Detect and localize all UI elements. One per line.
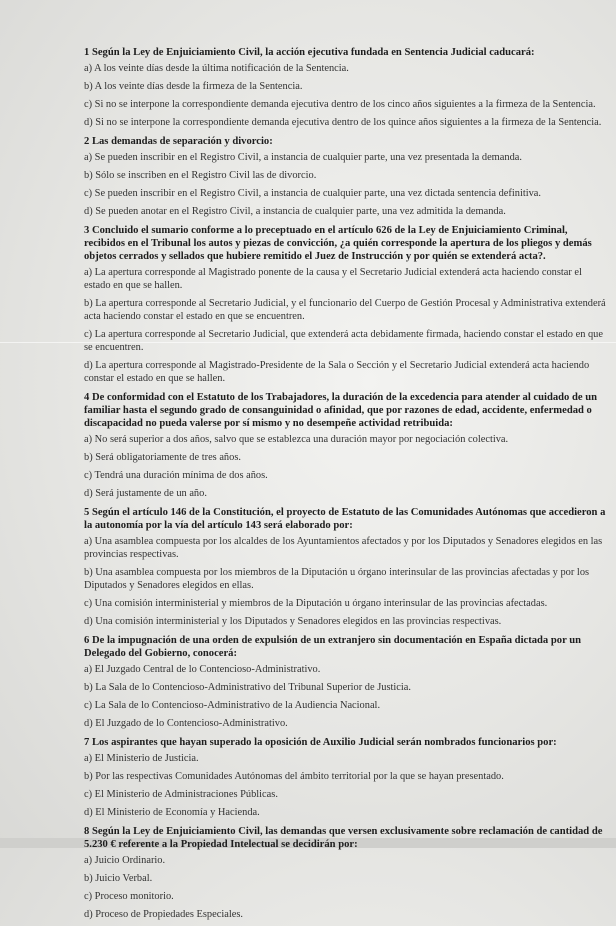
question-text: 7 Los aspirantes que hayan superado la oposición de Auxilio Judicial serán nombrados funcionarios por: — [84, 737, 557, 748]
answer-option: a) Una asamblea compuesta por los alcaldes de los Ayuntamientos afectados y por los Diputados y Senadores elegidos en las provincias respectivas. — [84, 536, 603, 560]
answer-option: b) Sólo se inscriben en el Registro Civil las de divorcio. — [84, 170, 317, 181]
answer-option: d) Proceso de Propiedades Especiales. — [84, 909, 243, 920]
question-4 — [84, 391, 609, 500]
answer-option: d) Será justamente de un año. — [84, 488, 207, 499]
question-text: 5 Según el artículo 146 de la Constitución, el proyecto de Estatuto de las Comunidades Autónomas que accedieron a la autonomía por la vía del artículo 143 será elaborado por: — [84, 507, 606, 531]
answer-option: c) Una comisión interministerial y miembros de la Diputación u órgano interinsular de las provincias afectadas. — [84, 598, 548, 609]
question-text: 3 Concluido el sumario conforme a lo preceptuado en el artículo 626 de la Ley de Enjuiciamiento Criminal, recibidos en el Tribunal los autos y piezas de convicción, ¿a quién corresponde la apertura de los pliegos y demás objetos cerrados y sellados que hubiere remitido el Juez de Instrucción y por quién se extenderá acta?. — [84, 225, 592, 262]
question-2 — [84, 135, 609, 218]
answer-option: c) El Ministerio de Administraciones Públicas. — [84, 789, 278, 800]
answer-option: c) Se pueden inscribir en el Registro Civil, a instancia de cualquier parte, una vez dictada sentencia definitiva. — [84, 188, 542, 199]
answer-option: d) La apertura corresponde al Magistrado-Presidente de la Sala o Sección y el Secretario Judicial extenderá acta haciendo constar el estado en que se hallen. — [84, 360, 590, 384]
question-text: 2 Las demandas de separación y divorcio: — [84, 136, 273, 147]
answer-option: a) El Ministerio de Justicia. — [84, 753, 199, 764]
answer-option: b) La Sala de lo Contencioso-Administrativo del Tribunal Superior de Justicia. — [84, 682, 411, 693]
answer-option: d) Si no se interpone la correspondiente demanda ejecutiva dentro de los quince años siguientes a la firmeza de la Sentencia. — [84, 117, 602, 128]
answer-option: b) Juicio Verbal. — [84, 873, 153, 884]
answer-option: b) Será obligatoriamente de tres años. — [84, 452, 241, 463]
answer-option: c) Proceso monitorio. — [84, 891, 174, 902]
question-1 — [84, 46, 609, 129]
question-6 — [84, 634, 609, 730]
question-text: 8 Según la Ley de Enjuiciamiento Civil, las demandas que versen exclusivamente sobre reclamación de cantidad de 5.230 € referente a la Propiedad Intelectual se decidirán por: — [84, 826, 603, 850]
question-8 — [84, 825, 609, 921]
question-text: 4 De conformidad con el Estatuto de los Trabajadores, la duración de la excedencia para atender al cuidado de un familiar hasta el segundo grado de consanguinidad o afinidad, que por razones de edad, accidente, enfermedad o discapacidad no pueda valerse por sí mismo y no desempeñe actividad retribuida: — [84, 392, 598, 429]
answer-option: b) A los veinte días desde la firmeza de la Sentencia. — [84, 81, 303, 92]
question-7 — [84, 736, 609, 819]
answer-option: c) Si no se interpone la correspondiente demanda ejecutiva dentro de los cinco años siguientes a la firmeza de la Sentencia. — [84, 99, 596, 110]
answer-option: b) Por las respectivas Comunidades Autónomas del ámbito territorial por la que se hayan presentado. — [84, 771, 504, 782]
answer-option: a) Juicio Ordinario. — [84, 855, 166, 866]
answer-option: a) A los veinte días desde la última notificación de la Sentencia. — [84, 63, 349, 74]
answer-option: a) No será superior a dos años, salvo que se establezca una duración mayor por negociación colectiva. — [84, 434, 509, 445]
question-text: 6 De la impugnación de una orden de expulsión de un extranjero sin documentación en España dictada por un Delegado del Gobierno, conocerá: — [84, 635, 582, 659]
answer-option: d) El Juzgado de lo Contencioso-Administrativo. — [84, 718, 288, 729]
answer-option: c) La Sala de lo Contencioso-Administrativo de la Audiencia Nacional. — [84, 700, 381, 711]
answer-option: c) Tendrá una duración mínima de dos años. — [84, 470, 268, 481]
answer-option: c) La apertura corresponde al Secretario Judicial, que extenderá acta debidamente firmada, haciendo constar el estado en que se encuentren. — [84, 329, 603, 353]
answer-option: a) Se pueden inscribir en el Registro Civil, a instancia de cualquier parte, una vez presentada la demanda. — [84, 152, 522, 163]
answer-option: d) Se pueden anotar en el Registro Civil, a instancia de cualquier parte, una vez admitida la demanda. — [84, 206, 506, 217]
answer-option: b) La apertura corresponde al Secretario Judicial, y el funcionario del Cuerpo de Gestión Procesal y Administrativa extenderá acta haciendo constar el estado en que se encuentren. — [84, 298, 606, 322]
answer-option: d) El Ministerio de Economía y Hacienda. — [84, 807, 260, 818]
question-3 — [84, 224, 609, 385]
answer-option: d) Una comisión interministerial y los Diputados y Senadores elegidos en las provincias respectivas. — [84, 616, 502, 627]
question-text: 1 Según la Ley de Enjuiciamiento Civil, la acción ejecutiva fundada en Sentencia Judicial caducará: — [84, 47, 535, 58]
answer-option: a) El Juzgado Central de lo Contencioso-Administrativo. — [84, 664, 321, 675]
answer-option: a) La apertura corresponde al Magistrado ponente de la causa y el Secretario Judicial extenderá acta haciendo constar el estado en que se hallen. — [84, 267, 582, 291]
question-5 — [84, 506, 609, 628]
exam-questions — [84, 40, 609, 926]
answer-option: b) Una asamblea compuesta por los miembros de la Diputación u órgano interinsular de las provincias afectadas y por los Diputados y Senadores elegidos en ellas. — [84, 567, 590, 591]
